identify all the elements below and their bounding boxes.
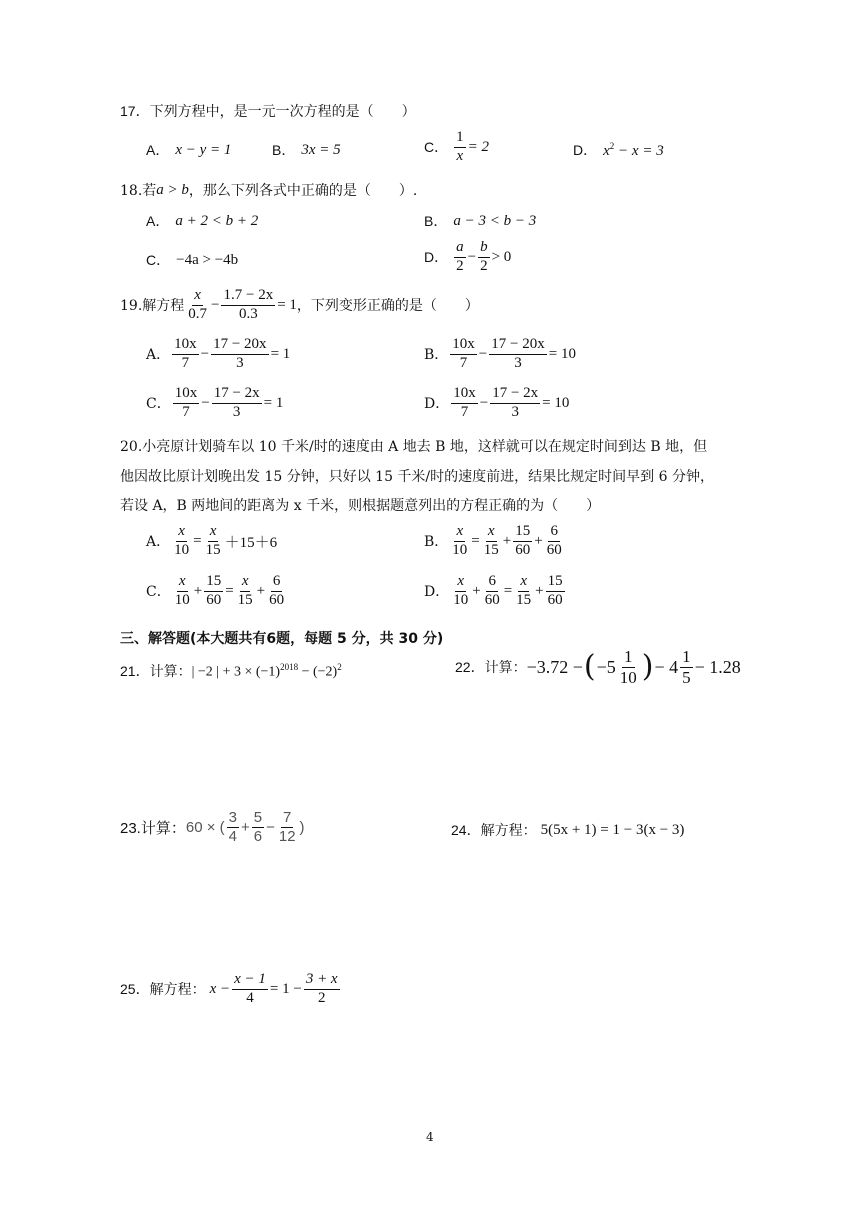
- q20-option-a: A． $\frac{x}{10}$ = $\frac{x}{15}$ ＋15＋6: [146, 523, 278, 558]
- q19-option-c: C． $\frac{10x}{7}$ − $\frac{17 - 2x}{3}$ = 1: [146, 385, 284, 420]
- q24: 24．解方程： 5(5x + 1) = 1 − 3(x − 3): [451, 821, 685, 838]
- q19-option-d: D． $\frac{10x}{7}$ − $\frac{17 - 2x}{3}$ = 10: [424, 385, 570, 420]
- q20-stem-line1: 20.小亮原计划骑车以 10 千米/时的速度由 A 地去 B 地，这样就可以在规定时间到达 B 地，但: [120, 439, 708, 455]
- q19-stem: 19.解方程 $\frac{x}{0.7}$ − $\frac{1.7 - 2x}{0.3}$ = 1 ，下列变形正确的是（ ）: [120, 287, 479, 322]
- q17-option-a: A． x − y = 1: [146, 141, 232, 158]
- q18-option-a: A． a + 2 < b + 2: [146, 212, 259, 229]
- q20-stem-line3: 若设 A，B 两地间的距离为 x 千米，则根据题意列出的方程正确的为（ ）: [120, 498, 601, 514]
- q19-option-b: B． $\frac{10x}{7}$ − $\frac{17 - 20x}{3}$ = 10: [424, 336, 576, 371]
- q19-option-a: A． $\frac{10x}{7}$ − $\frac{17 - 20x}{3}$ = 1: [146, 336, 291, 371]
- q22: 22．计算： −3.72 − ( −5 $\frac{1}{10}$ ) − 4 $\frac{1}{5}$ − 1.28: [455, 647, 741, 687]
- q18-option-c: C． −4a > −4b: [146, 251, 239, 268]
- q17-stem: 17．下列方程中，是一元一次方程的是（ ）: [120, 103, 416, 119]
- q23: 23.计算： 60 × ( $\frac{3}{4}$ + $\frac{5}{6}$ − $\frac{7}{12}$ ): [120, 809, 305, 845]
- section-heading: 三、解答题(本大题共有6题，每题 5 分，共 30 分): [120, 631, 444, 647]
- q20-option-b: B． $\frac{x}{10}$ = $\frac{x}{15}$ + $\frac{15}{60}$ + $\frac{6}{60}$: [424, 523, 562, 558]
- q20-option-d: D． $\frac{x}{10}$ + $\frac{6}{60}$ = $\frac{x}{15}$ + $\frac{15}{60}$: [424, 573, 563, 608]
- q17-option-b: B． 3x = 5: [272, 141, 341, 158]
- q20-stem-line2: 他因故比原计划晚出发 15 分钟，只好以 15 千米/时的速度前进，结果比规定时间早到 6 分钟，: [120, 469, 714, 485]
- q18-option-d: D． $\frac{a}{2}$ − $\frac{b}{2}$ > 0: [424, 239, 512, 274]
- q17-option-c: C． $\frac{1}{x}$ = 2: [424, 129, 489, 164]
- q25: 25．解方程： x − $\frac{x - 1}{4}$ = 1 − $\frac{3 + x}{2}$: [120, 971, 338, 1006]
- q21: 21．计算： | −2 | + $3 \times (-1)^{2018} - (-2)^2$: [120, 661, 342, 680]
- fraction: $\frac{1}{x}$: [456, 129, 464, 164]
- q20-option-c: C． $\frac{x}{10}$ + $\frac{15}{60}$ = $\frac{x}{15}$ + $\frac{6}{60}$: [146, 573, 285, 608]
- page-number: 4: [426, 1130, 434, 1144]
- q17-option-d: D． $x^2 - x = 3$: [573, 140, 664, 159]
- q18-stem: 18.若 a > b ，那么下列各式中正确的是（ ）.: [120, 181, 418, 199]
- q18-option-b: B． a − 3 < b − 3: [424, 212, 537, 229]
